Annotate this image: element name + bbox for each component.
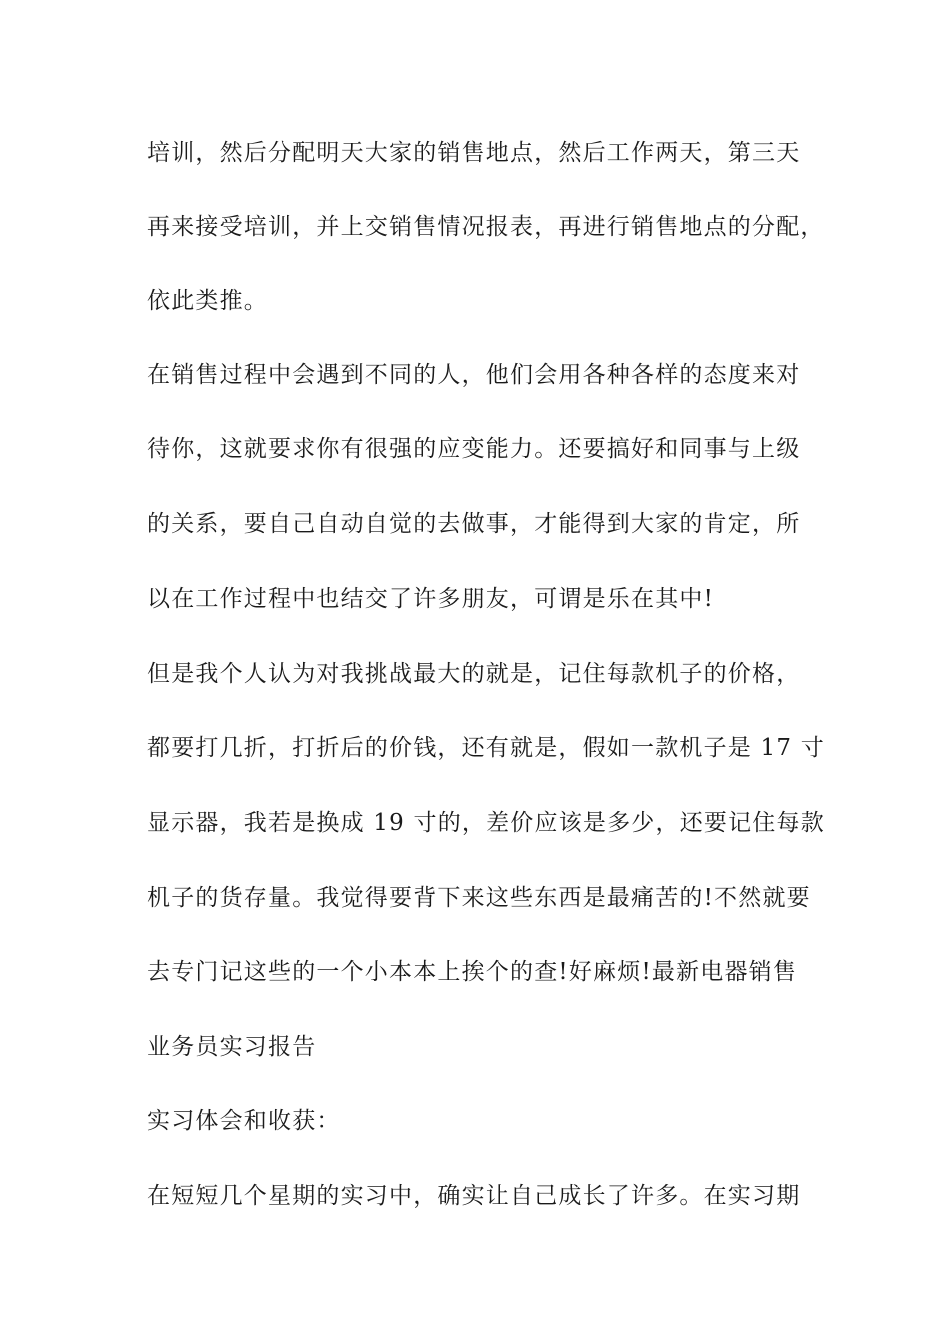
text-line: 的关系，要自己自动自觉的去做事，才能得到大家的肯定，所 <box>147 511 801 537</box>
text-line: 都要打几折，打折后的价钱，还有就是，假如一款机子是 17 寸 <box>147 735 825 761</box>
section-heading: 业务员实习报告 <box>147 1034 317 1060</box>
text-line: 在销售过程中会遇到不同的人，他们会用各种各样的态度来对 <box>147 362 801 388</box>
text-line: 在短短几个星期的实习中，确实让自己成长了许多。在实习期 <box>147 1183 801 1209</box>
text-line: 培训，然后分配明天大家的销售地点，然后工作两天，第三天 <box>147 140 801 166</box>
text-line: 再来接受培训，并上交销售情况报表，再进行销售地点的分配， <box>147 214 825 240</box>
text-line: 依此类推。 <box>147 288 268 314</box>
section-heading: 实习体会和收获： <box>147 1108 341 1134</box>
text-line: 待你，这就要求你有很强的应变能力。还要搞好和同事与上级 <box>147 436 801 462</box>
text-line: 显示器，我若是换成 19 寸的，差价应该是多少，还要记住每款 <box>147 810 825 836</box>
text-line: 但是我个人认为对我挑战最大的就是，记住每款机子的价格， <box>147 661 801 687</box>
text-line: 机子的货存量。我觉得要背下来这些东西是最痛苦的!不然就要 <box>147 885 811 911</box>
text-line: 以在工作过程中也结交了许多朋友，可谓是乐在其中! <box>147 586 715 612</box>
text-line: 去专门记这些的一个小本本上挨个的查!好麻烦!最新电器销售 <box>147 959 798 985</box>
